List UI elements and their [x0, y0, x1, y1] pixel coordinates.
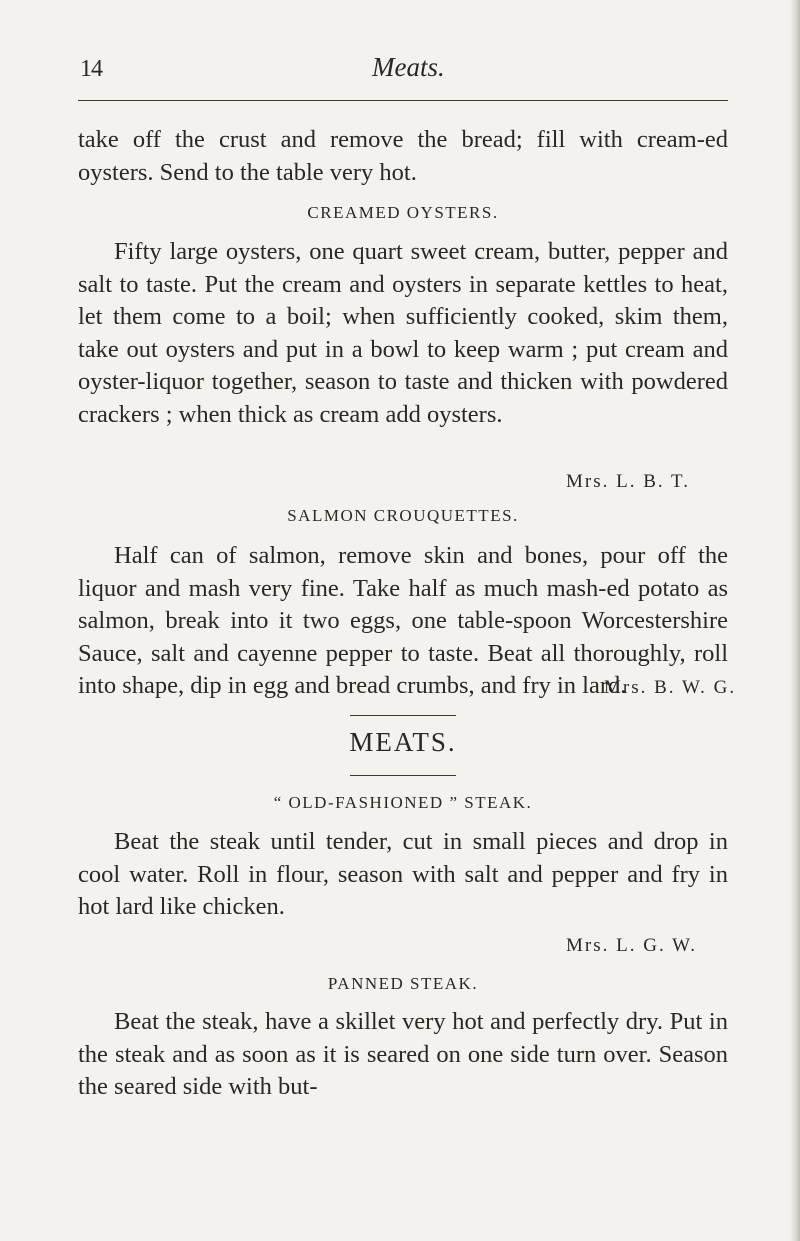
- old-fashioned-steak-signature: Mrs. L. G. W.: [566, 935, 698, 956]
- panned-steak-body: Beat the steak, have a skillet very hot and perfectly dry. Put in the steak and as soon as it is seared on one side turn over. Season the seared side with but-: [78, 1008, 728, 1100]
- salmon-crouquettes-signature: Mrs. B. W. G.: [604, 677, 737, 698]
- creamed-oysters-body: Fifty large oysters, one quart sweet cream, butter, pepper and salt to taste. Put the cream and oysters in separate kettles to heat, let them come to a boil; when sufficiently cooked, skim them, take out oysters and put in a bowl to keep warm ; put cream and oyster-liquor together, season to taste and thicken with powdered crackers ; when thick as cream add oysters.: [78, 238, 728, 428]
- old-fashioned-steak-title: “ OLD-FASHIONED ” STEAK.: [273, 793, 533, 812]
- old-fashioned-steak-body: Beat the steak until tender, cut in small pieces and drop in cool water. Roll in flour, season with salt and pepper and fry in hot lard like chicken.: [78, 828, 728, 920]
- section-title: MEATS.: [349, 727, 457, 757]
- running-title: Meats.: [372, 52, 445, 82]
- page-number: 14: [80, 56, 102, 82]
- section-rule-top: [350, 715, 456, 716]
- page-edge-shadow: [790, 0, 800, 1241]
- section-rule-bottom: [350, 775, 456, 776]
- oysters-continued-text: take off the crust and remove the bread; fill with cream-ed oysters. Send to the table very hot.: [78, 126, 728, 186]
- creamed-oysters-signature: Mrs. L. B. T.: [566, 471, 690, 492]
- salmon-crouquettes-body: Half can of salmon, remove skin and bones, pour off the liquor and mash very fine. Take half as much mash-ed potato as salmon, break into it two eggs, one table-spoon Worcestershire Sauce, salt and cayenne pepper to taste. Beat all thoroughly, roll into shape, dip in egg and bread crumbs, and fry in lard.: [78, 542, 728, 699]
- salmon-crouquettes-title: SALMON CROUQUETTES.: [287, 506, 519, 525]
- panned-steak-title: PANNED STEAK.: [327, 974, 479, 993]
- creamed-oysters-title: CREAMED OYSTERS.: [307, 203, 499, 222]
- header-rule: [78, 100, 728, 101]
